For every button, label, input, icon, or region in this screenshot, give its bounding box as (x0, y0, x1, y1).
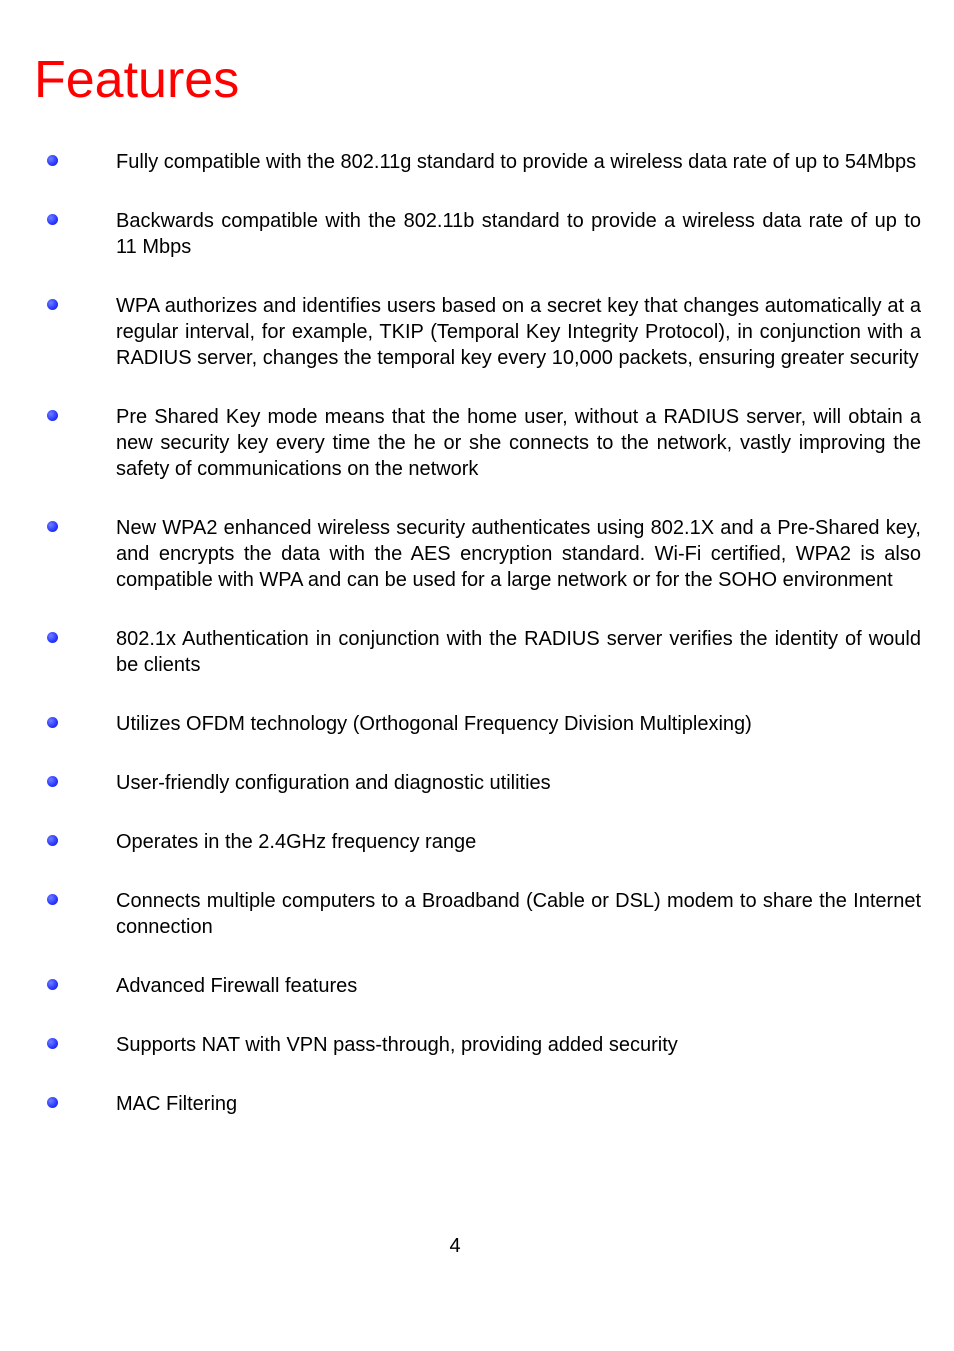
feature-item-802-1x (0, 626, 954, 678)
page-number: 4 (449, 1235, 461, 1257)
page-title: Features (34, 51, 240, 109)
feature-item-utilities (0, 770, 954, 796)
feature-list (0, 149, 954, 1150)
bullet-dot-icon (47, 155, 58, 166)
bullet-dot-icon (47, 521, 58, 532)
feature-item-802-11g (0, 149, 954, 175)
feature-item-nat-vpn (0, 1032, 954, 1058)
feature-text: Supports NAT with VPN pass-through, providing added security (116, 1034, 678, 1056)
feature-item-frequency (0, 829, 954, 855)
bullet-dot-icon (47, 717, 58, 728)
bullet-dot-icon (47, 979, 58, 990)
feature-text: Advanced Firewall features (116, 975, 358, 997)
feature-text: WPA authorizes and identifies users based on a secret key that changes automatically at a regular interval, for example, TKIP (Temporal Key Integrity Protocol), in conjunction with a RADIUS server, changes the temporal key every 10,000 packets, ensuring greater security (116, 295, 921, 369)
bullet-dot-icon (47, 214, 58, 225)
feature-item-pre-shared-key (0, 404, 954, 482)
feature-item-firewall (0, 973, 954, 999)
bullet-dot-icon (47, 632, 58, 643)
feature-text: Utilizes OFDM technology (Orthogonal Frequency Division Multiplexing) (116, 713, 752, 735)
feature-item-wpa (0, 293, 954, 371)
feature-text: Operates in the 2.4GHz frequency range (116, 831, 477, 853)
feature-text: User-friendly configuration and diagnostic utilities (116, 772, 551, 794)
feature-text: 802.1x Authentication in conjunction with the RADIUS server verifies the identity of would be clients (116, 628, 921, 676)
feature-text: MAC Filtering (116, 1093, 238, 1115)
feature-text: New WPA2 enhanced wireless security authenticates using 802.1X and a Pre-Shared key, and encrypts the data with the AES encryption standard. Wi-Fi certified, WPA2 is also compatible with WPA and can be used for a large network or for the SOHO environment (116, 517, 921, 591)
bullet-dot-icon (47, 894, 58, 905)
feature-item-802-11b (0, 208, 954, 260)
bullet-dot-icon (47, 299, 58, 310)
feature-item-wpa2 (0, 515, 954, 593)
bullet-dot-icon (47, 1038, 58, 1049)
feature-item-mac-filtering (0, 1091, 954, 1117)
bullet-dot-icon (47, 776, 58, 787)
bullet-dot-icon (47, 1097, 58, 1108)
feature-item-broadband (0, 888, 954, 940)
feature-text: Backwards compatible with the 802.11b standard to provide a wireless data rate of up to 11 Mbps (116, 210, 921, 258)
feature-text: Pre Shared Key mode means that the home user, without a RADIUS server, will obtain a new security key every time the he or she connects to the network, vastly improving the safety of communications on the network (116, 406, 921, 480)
feature-text: Fully compatible with the 802.11g standard to provide a wireless data rate of up to 54Mbps (116, 151, 917, 173)
feature-text: Connects multiple computers to a Broadband (Cable or DSL) modem to share the Internet connection (116, 890, 921, 938)
bullet-dot-icon (47, 410, 58, 421)
bullet-dot-icon (47, 835, 58, 846)
feature-item-ofdm (0, 711, 954, 737)
